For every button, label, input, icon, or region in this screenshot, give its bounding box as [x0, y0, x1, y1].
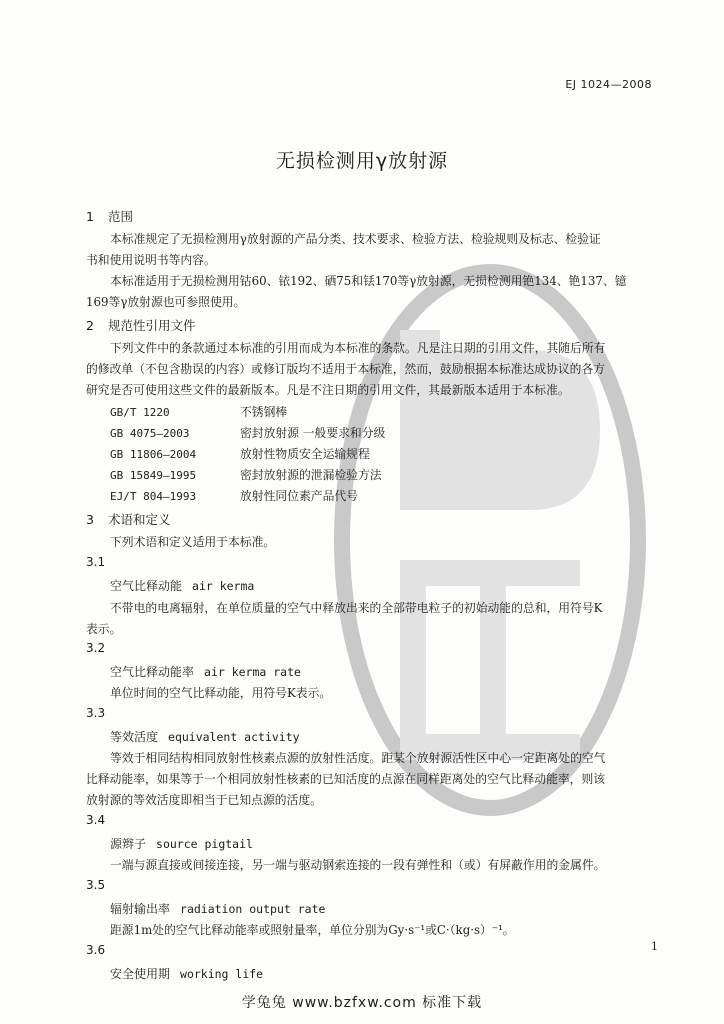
term-number: 3.4: [86, 813, 106, 827]
page-number: 1: [651, 940, 658, 953]
term-definition-line: 一端与源直接或间接连接，另一端与驱动钢索连接的一段有弹性和（或）有屏蔽作用的金属件。: [110, 858, 606, 872]
section-1-para1-line2: 书和使用说明书等内容。: [86, 253, 216, 267]
term-definition-line: 表示。: [86, 622, 122, 636]
reference-item: GB 4075—2003 密封放射源 一般要求和分级: [110, 426, 386, 440]
reference-item: GB 11806—2004 放射性物质安全运输规程: [110, 447, 370, 461]
section-1-para2-line1: 本标准适用于无损检测用钴60、铱192、硒75和铥170等γ放射源，无损检测用铯134、铯137、镱: [110, 274, 627, 288]
term-number: 3.5: [86, 878, 106, 892]
standard-code: EJ 1024—2008: [565, 78, 652, 91]
footer-link[interactable]: 学兔兔 www.bzfxw.com 标准下载: [241, 995, 483, 1011]
term-number: 3.3: [86, 706, 106, 720]
term-title: 空气比释动能率 air kerma rate: [110, 665, 301, 679]
section-3-heading: 3 术语和定义: [86, 512, 171, 527]
term-title: 空气比释动能 air kerma: [110, 579, 255, 593]
term-title: 辐射输出率 radiation output rate: [110, 902, 326, 916]
term-title: 源辫子 source pigtail: [110, 837, 253, 851]
term-definition-line: 比释动能率，如果等于一个相同放射性核素的已知活度的点源在同样距离处的空气比释动能率，则该: [86, 772, 606, 786]
section-2-para-line2: 的修改单（不包含勘误的内容）或修订版均不适用于本标准，然而，鼓励根据本标准达成协议的各方: [86, 362, 606, 376]
term-definition-line: 放射源的等效活度即相当于已知点源的活度。: [86, 793, 322, 807]
section-1-heading: 1 范围: [86, 209, 134, 224]
reference-item: GB 15849—1995 密封放射源的泄漏检验方法: [110, 468, 382, 482]
reference-item: EJ/T 804—1993 放射性同位素产品代号: [110, 489, 358, 503]
term-definition-line: 等效于相同结构相同放射性核素点源的放射性活度。距某个放射源活性区中心一定距离处的空气: [110, 751, 606, 765]
term-title: 等效活度 equivalent activity: [110, 730, 300, 744]
reference-item: GB/T 1220 不锈钢棒: [110, 405, 288, 419]
term-number: 3.1: [86, 555, 106, 569]
term-definition-line: 不带电的电离辐射，在单位质量的空气中释放出来的全部带电粒子的初始动能的总和，用符号K: [110, 601, 603, 615]
section-1-para2-line2: 169等γ放射源也可参照使用。: [86, 295, 246, 309]
document-title: 无损检测用γ放射源: [275, 150, 449, 172]
term-number: 3.6: [86, 943, 106, 957]
section-2-heading: 2 规范性引用文件: [86, 318, 196, 333]
section-3-intro: 下列术语和定义适用于本标准。: [110, 535, 276, 549]
term-title: 安全使用期 working life: [110, 967, 264, 981]
term-definition-line: 距源1m处的空气比释动能率或照射量率，单位分别为Gy·s⁻¹或C·（kg·s）⁻¹。: [110, 923, 515, 937]
section-2-para-line3: 研究是否可使用这些文件的最新版本。凡是不注日期的引用文件，其最新版本适用于本标准。: [86, 383, 570, 397]
section-1-para1-line1: 本标准规定了无损检测用γ放射源的产品分类、技术要求、检验方法、检验规则及标志、检验证: [110, 232, 601, 246]
section-2-para-line1: 下列文件中的条款通过本标准的引用而成为本标准的条款。凡是注日期的引用文件，其随后所有: [110, 341, 606, 355]
term-definition-line: 单位时间的空气比释动能，用符号K表示。: [110, 686, 332, 700]
term-number: 3.2: [86, 641, 106, 655]
